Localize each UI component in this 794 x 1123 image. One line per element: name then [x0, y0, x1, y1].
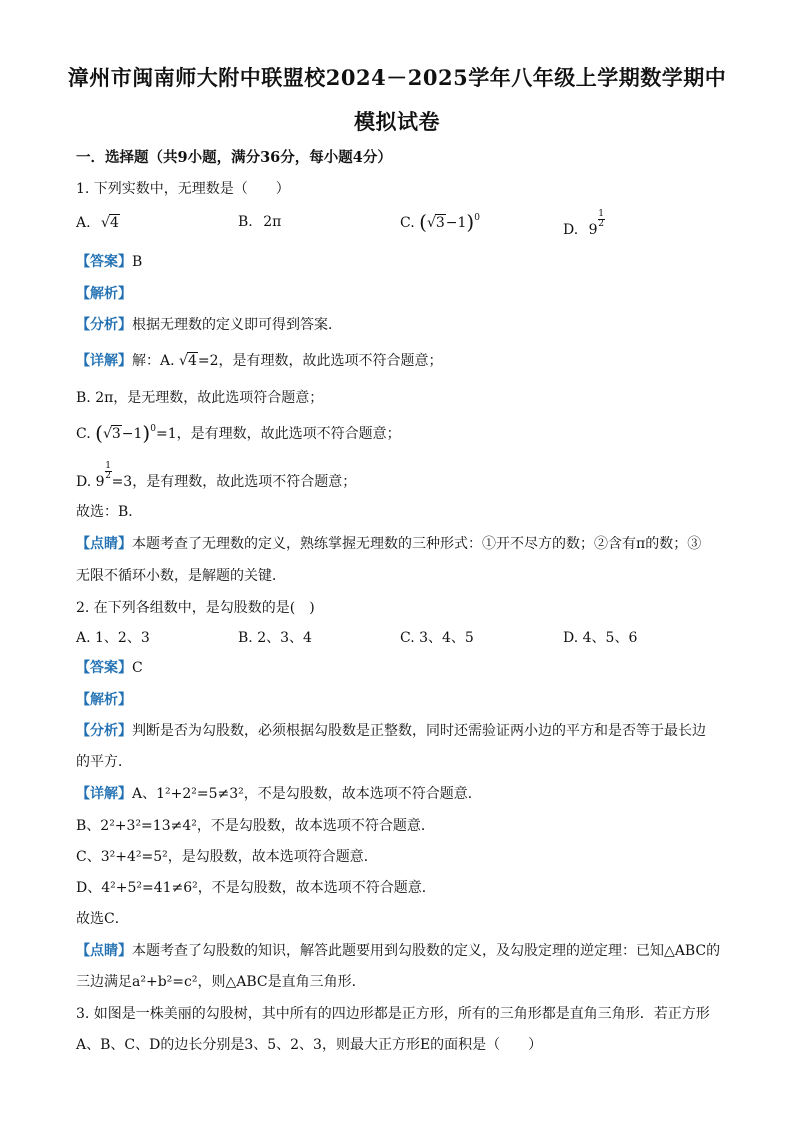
exp-den: 2 — [105, 471, 111, 481]
fenxi-tag: 【分析】 — [76, 723, 132, 739]
detail-d-exponent — [105, 462, 112, 481]
q1-comment-l2: 无限不循环小数，是解题的关键． — [76, 568, 286, 584]
fenxi-text: 根据无理数的定义即可得到答案． — [132, 317, 342, 333]
analysis-tag: 【解析】 — [76, 692, 132, 708]
fenxi-tag: 【分析】 — [76, 317, 132, 333]
q1-detail-c: C. $(√3-1)^0=1$，是有理数，故此选项不符合题意； — [76, 421, 401, 445]
detail-d-post: =3，是有理数，故此选项不符合题意； — [111, 474, 357, 490]
q1-option-a-radicand: 4 — [109, 215, 119, 231]
analysis-tag: 【解析】 — [76, 286, 132, 302]
q2-fenxi-l2: 的平方． — [76, 754, 132, 770]
document-title-line2: 模拟试卷 — [354, 109, 440, 134]
answer-value: B — [132, 254, 143, 270]
detail-c-radicand: 3 — [111, 426, 121, 442]
detail-a-radicand: 4 — [187, 353, 197, 369]
comment-tag: 【点睛】 — [76, 943, 132, 959]
q1-answer — [76, 251, 142, 271]
q1-detail-b: B. 2π，是无理数，故此选项符合题意； — [76, 390, 324, 406]
q1-option-d-exponent — [598, 210, 605, 229]
answer-tag: 【答案】 — [76, 254, 132, 270]
detail-c-pre: C. — [76, 426, 91, 442]
q1-option-b-label: B. — [238, 214, 253, 230]
detail-d-pre: D. — [76, 474, 92, 490]
q1-option-b-value: 2π — [263, 214, 282, 230]
q1-option-b — [238, 214, 281, 230]
detail-c-post: =1，是有理数，故此选项不符合题意； — [155, 426, 401, 442]
q2-detail-b: B、2²+3²=13≠4²，不是勾股数，故本选项不符合题意． — [76, 818, 435, 834]
section-heading: 一．选择题（共9小题，满分36分，每小题4分） — [76, 149, 392, 166]
q2-answer — [76, 657, 143, 677]
q1-option-c-tail: −1 — [445, 215, 467, 231]
q2-option-d: D. 4、5、6 — [563, 630, 638, 646]
q2-detail-d: D、4²+5²=41≠6²，不是勾股数，故本选项不符合题意． — [76, 880, 436, 896]
q2-comment-l2: 三边满足a²+b²=c²，则△ABC是直角三角形． — [76, 974, 366, 990]
detail-a-post: ，是有理数，故此选项不符合题意； — [218, 353, 443, 369]
exp-num: 1 — [105, 461, 111, 471]
answer-value: C — [132, 660, 143, 676]
q1-option-d-label: D. — [563, 222, 579, 238]
q2-stem: 2. 在下列各组数中，是勾股数的是( ) — [76, 600, 315, 616]
q1-option-d — [563, 210, 605, 238]
comment-tag: 【点睛】 — [76, 536, 132, 552]
q2-analysis-tag — [76, 689, 132, 709]
q1-option-c: C. $(√3-1)^0$ — [400, 210, 480, 234]
q1-option-a-label: A. — [76, 215, 91, 231]
q1-option-c-radicand: 3 — [435, 215, 445, 231]
q3-stem-l1: 3. 如图是一株美丽的勾股树，其中所有的四边形都是正方形，所有的三角形都是直角三角形．若正方形 — [76, 1006, 710, 1022]
q3-stem-l2: A、B、C、D的边长分别是3、5、2、3，则最大正方形E的面积是（ ） — [76, 1037, 543, 1053]
q1-option-c-label: C. — [400, 215, 415, 231]
q2-option-a: A. 1、2、3 — [76, 630, 150, 646]
exp-num: 1 — [598, 209, 604, 219]
q2-option-c: C. 3、4、5 — [400, 630, 474, 646]
q2-detail-c: C、3²+4²=5²，是勾股数，故本选项符合题意． — [76, 849, 378, 865]
detail-d-base: 9 — [95, 474, 105, 490]
detail-c-tail: −1 — [121, 426, 143, 442]
q2-fenxi-l1 — [76, 720, 706, 740]
q1-detail-a: 【详解】解：A. √4=2，是有理数，故此选项不符合题意； — [76, 353, 443, 369]
q1-detail-d — [76, 462, 356, 491]
detail-a-text: A、1²+2²=5≠3²，不是勾股数，故本选项不符合题意． — [132, 786, 482, 802]
q1-comment-l1 — [76, 533, 701, 553]
q2-detail-a — [76, 783, 482, 803]
comment-text: 本题考查了无理数的定义，熟练掌握无理数的三种形式：①开不尽方的数；②含有π的数；③ — [132, 536, 702, 552]
q2-option-b: B. 2、3、4 — [238, 630, 312, 646]
exp-den: 2 — [598, 219, 604, 229]
detail-tag: 【详解】 — [76, 786, 132, 802]
q1-analysis-tag — [76, 283, 132, 303]
q1-conclusion: 故选：B． — [76, 504, 143, 520]
detail-c-exponent: 0 — [150, 424, 156, 434]
q2-comment-l1 — [76, 940, 720, 960]
q1-stem: 1. 下列实数中，无理数是（ ） — [76, 181, 290, 197]
fenxi-text: 判断是否为勾股数，必须根据勾股数是正整数，同时还需验证两小边的平方和是否等于最长边 — [132, 723, 706, 739]
detail-a-pre: 解：A. — [132, 353, 175, 369]
q1-option-a: A. √4 — [76, 215, 119, 231]
document-title-line1: 漳州市闽南师大附中联盟校2024－2025学年八年级上学期数学期中 — [67, 65, 727, 90]
detail-tag: 【详解】 — [76, 353, 132, 369]
q1-option-d-base: 9 — [588, 222, 598, 238]
q2-conclusion: 故选C． — [76, 911, 129, 927]
comment-text: 本题考查了勾股数的知识，解答此题要用到勾股数的定义，及勾股定理的逆定理：已知△ABC的 — [132, 943, 721, 959]
detail-a-eq: =2 — [197, 353, 219, 369]
q1-option-c-exponent: 0 — [474, 213, 480, 223]
q1-fenxi — [76, 314, 342, 334]
answer-tag: 【答案】 — [76, 660, 132, 676]
